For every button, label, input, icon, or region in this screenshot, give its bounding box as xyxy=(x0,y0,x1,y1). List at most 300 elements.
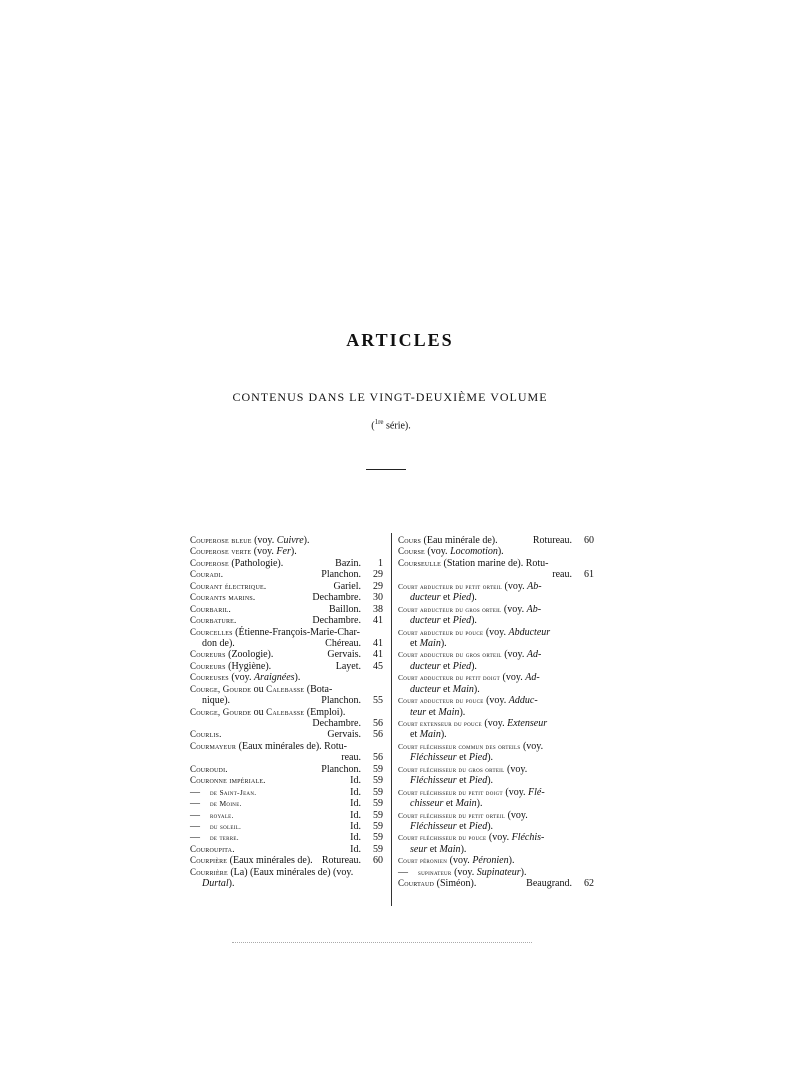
entry-detail: et xyxy=(427,843,440,855)
entry-tail: ). xyxy=(487,820,494,832)
entry-tail: ). xyxy=(497,546,504,558)
entry-text xyxy=(190,638,235,649)
entry-text xyxy=(190,558,283,569)
entry-detail: (Eaux minérales de). xyxy=(236,740,322,752)
entry-headword: Courlis. xyxy=(190,729,222,740)
index-entry xyxy=(398,741,594,752)
entry-text xyxy=(398,672,540,683)
entry-text xyxy=(398,615,477,626)
series-open: ( xyxy=(371,420,375,432)
entry-text xyxy=(190,581,266,592)
entry-tail: ). xyxy=(440,637,447,649)
entry-reference: seur xyxy=(410,843,428,855)
entry-tail: ). xyxy=(460,843,467,855)
entry-text xyxy=(190,787,256,798)
index-entry xyxy=(190,867,383,878)
entry-headword: Court fléchisseur du petit doigt xyxy=(398,787,503,797)
entry-headword: de Moine. xyxy=(210,799,242,809)
entry-text xyxy=(398,638,447,649)
entry-detail: (Siméon). xyxy=(434,878,477,890)
entry-reference: Araignées xyxy=(254,672,295,684)
entry-detail: ou xyxy=(251,683,267,695)
entry-reference: teur xyxy=(410,706,427,718)
index-entry xyxy=(398,661,594,672)
entry-text xyxy=(398,718,547,729)
entry-text xyxy=(190,729,222,740)
entry-headword: Calebasse xyxy=(266,706,305,717)
entry-reference: Adduc- xyxy=(508,695,538,707)
entry-headword: supinateur xyxy=(418,867,452,877)
entry-text xyxy=(398,649,541,660)
entry-headword: Courrière xyxy=(190,866,228,877)
entry-text xyxy=(190,855,313,866)
entry-text xyxy=(398,604,541,615)
entry-detail: et xyxy=(426,706,439,718)
entry-headword: Court fléchisseur commun des orteils xyxy=(398,741,521,751)
dash-mark: — xyxy=(190,798,210,810)
entry-headword: Coureurs xyxy=(190,649,226,660)
entry-author: Id. xyxy=(350,832,361,844)
entry-text xyxy=(190,878,235,889)
entry-detail: (Pathologie). xyxy=(228,557,284,569)
index-entry xyxy=(398,569,594,580)
entry-text xyxy=(190,649,273,660)
entry-author: Planchon. xyxy=(321,763,361,775)
series-rest: série). xyxy=(383,420,411,432)
entry-text xyxy=(190,832,239,843)
entry-tail: ). xyxy=(459,706,466,718)
entry-author: Gervais. xyxy=(327,729,361,741)
entry-headword: Court abducteur du gros orteil xyxy=(398,604,502,614)
entry-reference: Supinateur xyxy=(476,866,521,878)
entry-headword: Court fléchisseur du petit orteil xyxy=(398,810,506,820)
entry-author: Id. xyxy=(350,798,361,810)
entry-text xyxy=(398,810,528,821)
entry-detail: (Hygiène). xyxy=(225,660,272,672)
entry-text xyxy=(190,741,347,752)
index-entry xyxy=(190,615,383,626)
entry-page-number: 41 xyxy=(373,637,383,649)
entry-headword: Course xyxy=(398,546,425,557)
entry-reference: Ab- xyxy=(526,603,542,615)
entry-text xyxy=(190,615,236,626)
entry-headword: Courants marins. xyxy=(190,592,256,603)
index-entry xyxy=(398,695,594,706)
index-entry xyxy=(190,627,383,638)
index-entry xyxy=(190,604,383,615)
index-entry xyxy=(190,661,383,672)
dash-mark: — xyxy=(190,786,210,798)
entry-page-number: 56 xyxy=(373,752,383,764)
index-entry xyxy=(398,867,594,878)
entry-reference: Pied xyxy=(452,615,472,627)
entry-page-number: 59 xyxy=(373,809,383,821)
entry-page-number: 62 xyxy=(584,878,594,890)
entry-page-number: 41 xyxy=(373,649,383,661)
entry-author: Beaugrand. xyxy=(526,878,572,890)
entry-headword: Court abducteur du petit orteil xyxy=(398,581,502,591)
dash-mark: — xyxy=(190,820,210,832)
entry-reference: Fléchis- xyxy=(511,832,545,844)
entry-headword: Courpière xyxy=(190,855,228,866)
entry-page-number: 59 xyxy=(373,763,383,775)
entry-reference: Main xyxy=(452,683,474,695)
entry-text xyxy=(398,821,493,832)
entry-detail: (voy. xyxy=(251,535,277,546)
entry-author: Gervais. xyxy=(327,649,361,661)
entry-author: Id. xyxy=(350,809,361,821)
entry-text xyxy=(190,535,309,546)
entry-tail: (Emploi). xyxy=(304,706,346,718)
index-entry xyxy=(398,684,594,695)
entry-tail: Rotu- xyxy=(523,557,549,569)
index-entry xyxy=(398,707,594,718)
entry-text xyxy=(398,729,447,740)
index-entry xyxy=(190,695,383,706)
entry-headword: Courbaril. xyxy=(190,603,231,614)
entry-reference: Pied xyxy=(452,660,472,672)
entry-text xyxy=(190,764,228,775)
entry-headword: Court adducteur du petit doigt xyxy=(398,673,501,683)
index-entry xyxy=(190,844,383,855)
entry-author: Rotureau. xyxy=(532,535,572,546)
entry-text xyxy=(190,661,271,672)
entry-tail: ). xyxy=(487,775,494,787)
entry-author: Bazin. xyxy=(335,557,361,569)
entry-text xyxy=(398,695,538,706)
index-entry xyxy=(398,615,594,626)
index-entry xyxy=(190,787,383,798)
entry-detail: (voy. xyxy=(447,855,473,867)
index-entry xyxy=(190,821,383,832)
entry-reference: Main xyxy=(419,637,441,649)
entry-headword: Courbature. xyxy=(190,615,237,626)
index-entry xyxy=(190,752,383,763)
index-entry xyxy=(398,604,594,615)
index-entry xyxy=(190,775,383,786)
entry-text xyxy=(190,810,234,821)
entry-detail: (voy. xyxy=(483,695,509,707)
entry-detail: (voy. xyxy=(481,718,508,729)
entry-text xyxy=(190,707,345,718)
entry-reference: Main xyxy=(419,729,441,741)
index-entry xyxy=(398,672,594,683)
entry-headword: Coureuses xyxy=(190,672,229,683)
entry-text xyxy=(398,787,545,798)
entry-detail: (voy. xyxy=(228,672,254,684)
index-entry xyxy=(398,810,594,821)
index-entry xyxy=(190,729,383,740)
entry-text xyxy=(190,627,360,638)
entry-page-number: 1 xyxy=(378,557,383,569)
entry-headword: Coureurs xyxy=(190,660,226,671)
entry-headword: Courge, Gourde xyxy=(190,706,252,717)
entry-tail: Rotu- xyxy=(321,740,347,752)
entry-text xyxy=(190,569,223,580)
entry-headword: Courge, Gourde xyxy=(190,683,252,694)
entry-text xyxy=(190,798,242,809)
index-entry xyxy=(398,558,594,569)
entry-reference: Ad- xyxy=(525,672,540,684)
column-divider xyxy=(391,533,392,906)
index-entry xyxy=(190,638,383,649)
index-entry xyxy=(190,649,383,660)
index-entry xyxy=(190,535,383,546)
entry-page-number: 59 xyxy=(373,798,383,810)
entry-author: Gariel. xyxy=(333,580,361,592)
entry-reference: Ab- xyxy=(527,580,542,592)
entry-detail: et xyxy=(440,660,453,672)
dash-mark: — xyxy=(190,809,210,821)
entry-page-number: 55 xyxy=(373,695,383,707)
entry-text xyxy=(398,844,466,855)
entry-text xyxy=(190,867,353,878)
entry-detail: (voy. xyxy=(502,786,529,798)
entry-detail: don de). xyxy=(202,637,235,649)
entry-reference: Péronien xyxy=(472,855,509,867)
entry-detail: (voy. xyxy=(501,649,527,661)
entry-author: Dechambre. xyxy=(312,718,361,729)
entry-headword: Courmayeur xyxy=(190,740,237,751)
index-entry xyxy=(398,581,594,592)
entry-reference: Locomotion xyxy=(450,546,498,558)
entry-author: Dechambre. xyxy=(312,615,361,627)
index-entry xyxy=(398,775,594,786)
entry-author: Id. xyxy=(350,786,361,798)
index-entry xyxy=(398,592,594,603)
entry-detail: et xyxy=(440,683,453,695)
entry-headword: du soleil. xyxy=(210,821,242,831)
index-entry xyxy=(190,581,383,592)
index-entry xyxy=(398,798,594,809)
entry-headword: Courcelles xyxy=(190,626,233,637)
entry-headword: Calebasse xyxy=(266,683,305,694)
index-entry xyxy=(398,855,594,866)
entry-author: Id. xyxy=(350,843,361,855)
entry-headword: Courseulle xyxy=(398,557,442,568)
entry-text xyxy=(190,546,297,557)
entry-reference: chisseur xyxy=(410,798,444,810)
index-entry xyxy=(398,832,594,843)
entry-headword: Couronne impériale. xyxy=(190,775,266,786)
entry-detail: et xyxy=(440,592,453,604)
entry-headword: Court fléchisseur du gros orteil xyxy=(398,764,505,774)
entry-text xyxy=(190,695,230,706)
entry-detail: (voy. xyxy=(251,546,277,558)
entry-page-number: 29 xyxy=(373,569,383,581)
entry-author: Id. xyxy=(350,775,361,787)
index-entry xyxy=(398,878,594,889)
entry-text xyxy=(398,741,543,752)
index-entry xyxy=(190,855,383,866)
entry-headword: Couperose xyxy=(190,557,229,568)
entry-detail: ou xyxy=(251,706,267,718)
entry-author: Rotureau. xyxy=(321,855,361,867)
index-entry xyxy=(190,569,383,580)
entry-detail: et xyxy=(456,820,469,832)
entry-headword: Couroupita. xyxy=(190,843,235,854)
index-entry xyxy=(398,649,594,660)
index-entry xyxy=(398,729,594,740)
entry-reference: Pied xyxy=(468,820,488,832)
entry-tail: ). xyxy=(476,798,483,810)
entry-reference: Main xyxy=(438,706,460,718)
entry-detail: (voy. xyxy=(505,809,528,821)
entry-detail: (La) (Eaux minérales de) (voy. xyxy=(227,866,354,878)
entry-text xyxy=(398,855,514,866)
entry-tail: ). xyxy=(471,615,477,627)
index-entry xyxy=(190,832,383,843)
index-entry xyxy=(190,546,383,557)
entry-page-number: 61 xyxy=(584,569,594,581)
entry-text xyxy=(398,775,493,786)
index-entry xyxy=(190,684,383,695)
entry-author: reau. xyxy=(341,752,361,764)
entry-headword: Court péronien xyxy=(398,856,448,866)
entry-headword: Courant électrique. xyxy=(190,580,267,591)
entry-author: reau. xyxy=(552,569,572,581)
entry-reference: Durtal xyxy=(202,878,229,890)
entry-page-number: 41 xyxy=(373,615,383,627)
entry-text xyxy=(190,672,300,683)
entry-text xyxy=(398,581,542,592)
index-entry xyxy=(190,558,383,569)
entry-detail: nique). xyxy=(202,695,231,707)
entry-author: Planchon. xyxy=(321,569,361,581)
entry-page-number: 60 xyxy=(584,535,594,546)
entry-detail: (voy. xyxy=(501,603,527,615)
bottom-print-noise xyxy=(232,942,532,943)
entry-text xyxy=(398,867,526,878)
entry-detail: (voy. xyxy=(500,672,526,684)
entry-text xyxy=(398,661,477,672)
entry-reference: Pied xyxy=(468,775,488,787)
entry-reference: Ad- xyxy=(526,649,542,661)
entry-detail: et xyxy=(440,615,453,627)
index-entry xyxy=(190,707,383,718)
series-label xyxy=(0,418,782,431)
index-column-right xyxy=(398,535,594,890)
entry-detail: et xyxy=(443,798,456,810)
entry-page-number: 45 xyxy=(373,660,383,672)
index-entry xyxy=(398,638,594,649)
entry-text xyxy=(398,546,504,557)
entry-reference: Extenseur xyxy=(507,718,548,729)
index-entry xyxy=(190,718,383,729)
entry-page-number: 56 xyxy=(373,718,383,729)
entry-headword: Court fléchisseur du pouce xyxy=(398,833,487,843)
entry-detail: (voy. xyxy=(424,546,451,558)
entry-text xyxy=(190,844,235,855)
index-entry xyxy=(190,878,383,889)
entry-reference: ducteur xyxy=(410,615,441,627)
entry-reference: ducteur xyxy=(410,683,441,695)
entry-text xyxy=(398,764,527,775)
entry-text xyxy=(190,604,231,615)
entry-tail: ). xyxy=(228,878,235,890)
entry-reference: Pied xyxy=(452,592,472,604)
entry-page-number: 59 xyxy=(373,820,383,832)
entry-page-number: 59 xyxy=(373,832,383,844)
entry-page-number: 29 xyxy=(373,580,383,592)
entry-reference: Fléchisseur xyxy=(410,775,457,787)
entry-reference: Abducteur xyxy=(508,626,551,638)
entry-detail: (Eaux minérales de). xyxy=(227,855,313,867)
entry-text xyxy=(398,752,493,763)
entry-detail: (voy. xyxy=(486,832,512,844)
entry-detail: (voy. xyxy=(520,740,544,752)
entry-page-number: 30 xyxy=(373,592,383,604)
index-entry xyxy=(190,798,383,809)
entry-text xyxy=(398,878,476,889)
entry-reference: Main xyxy=(455,798,477,810)
entry-text xyxy=(190,821,241,832)
entry-detail: (Étienne-François-Marie-Char- xyxy=(232,626,360,638)
entry-page-number: 56 xyxy=(373,729,383,741)
entry-reference: Fléchisseur xyxy=(410,820,457,832)
index-entry xyxy=(398,764,594,775)
dash-mark: — xyxy=(190,832,210,844)
index-entry xyxy=(190,764,383,775)
title-rule xyxy=(366,469,406,470)
entry-tail: ). xyxy=(294,672,301,684)
entry-tail: ). xyxy=(520,866,527,878)
entry-headword: Court adducteur du gros orteil xyxy=(398,650,502,660)
index-entry xyxy=(190,741,383,752)
entry-detail: (voy. xyxy=(504,763,528,775)
entry-detail: (voy. xyxy=(501,580,528,592)
entry-author: Layet. xyxy=(335,660,361,672)
entry-page-number: 60 xyxy=(373,855,383,867)
entry-detail: (voy. xyxy=(483,626,509,638)
entry-headword: Couperose verte xyxy=(190,546,252,557)
entry-reference: Fléchisseur xyxy=(410,752,457,764)
entry-headword: Cours xyxy=(398,535,422,545)
index-entry xyxy=(190,592,383,603)
index-entry xyxy=(398,844,594,855)
entry-tail: ). xyxy=(471,592,477,604)
entry-detail: (Station marine de). xyxy=(441,557,524,569)
entry-page-number: 38 xyxy=(373,603,383,615)
index-entry xyxy=(398,627,594,638)
index-column-left xyxy=(190,535,383,890)
entry-author: Chéreau. xyxy=(325,637,361,649)
entry-detail: et xyxy=(456,775,469,787)
entry-reference: Flé- xyxy=(528,786,545,798)
entry-headword: Couroudi. xyxy=(190,763,228,774)
entry-author: Baillon. xyxy=(329,603,361,615)
entry-text xyxy=(398,535,498,546)
page-title: ARTICLES xyxy=(346,330,454,350)
index-entry xyxy=(190,672,383,683)
entry-author: Dechambre. xyxy=(312,592,361,604)
entry-reference: Cuivre xyxy=(276,535,304,546)
entry-headword: royale. xyxy=(210,810,234,820)
index-entry xyxy=(398,821,594,832)
index-entry xyxy=(398,752,594,763)
entry-reference: Fer xyxy=(276,546,291,558)
entry-author: Id. xyxy=(350,820,361,832)
index-entry xyxy=(398,546,594,557)
entry-text xyxy=(398,627,550,638)
entry-text xyxy=(398,798,483,809)
entry-tail: ). xyxy=(303,535,310,546)
entry-reference: Main xyxy=(439,843,461,855)
entry-text xyxy=(398,684,480,695)
entry-headword: Couperose bleue xyxy=(190,535,252,545)
page-subtitle: CONTENUS DANS LE VINGT-DEUXIÈME VOLUME xyxy=(232,390,548,404)
entry-reference: ducteur xyxy=(410,660,441,672)
